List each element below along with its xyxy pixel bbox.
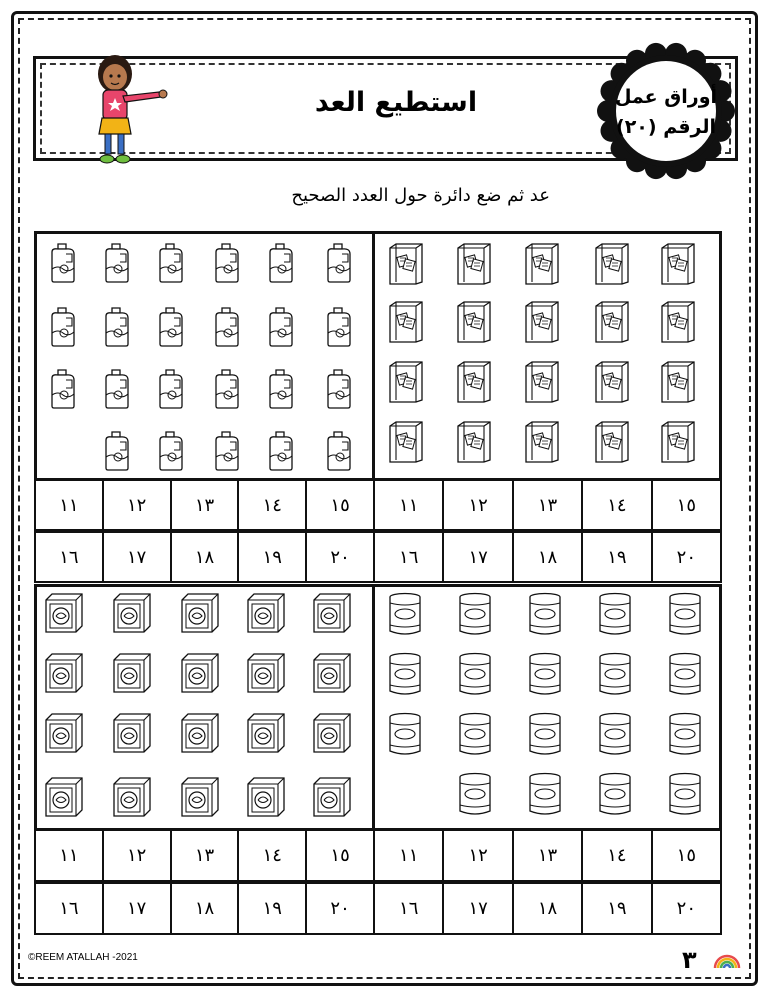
number-row-top-right-1 [373, 479, 722, 531]
soap-box-icon [312, 776, 352, 822]
number-cell[interactable]: ١٣ [514, 479, 583, 531]
number-cell[interactable]: ١٧ [444, 882, 513, 935]
can-icon [456, 772, 494, 820]
copyright-text: ©REEM ATALLAH -2021 [28, 952, 138, 963]
number-cell[interactable]: ١٧ [104, 882, 172, 935]
milk-jug-icon [264, 306, 298, 352]
cereal-box-icon [454, 300, 494, 348]
milk-jug-icon [322, 242, 356, 288]
instruction-text: عد ثم ضع دائرة حول العدد الصحيح [291, 185, 550, 206]
cereal-box-icon [386, 300, 426, 348]
number-cell[interactable]: ١٥ [307, 479, 375, 531]
can-icon [456, 712, 494, 760]
number-cell[interactable]: ١١ [373, 829, 444, 882]
number-cell[interactable]: ١٩ [583, 531, 652, 583]
milk-jug-icon [154, 368, 188, 414]
soap-box-icon [246, 652, 286, 698]
soap-box-icon [180, 776, 220, 822]
badge-line1: أوراق عمل [614, 86, 718, 108]
can-icon [526, 712, 564, 760]
can-icon [386, 652, 424, 700]
badge-line2: الرقم (٢٠) [616, 116, 716, 138]
soap-box-icon [44, 592, 84, 638]
milk-jug-icon [322, 368, 356, 414]
soap-box-icon [180, 592, 220, 638]
number-row-top-left-1 [34, 479, 375, 531]
can-icon [596, 772, 634, 820]
number-cell[interactable]: ١١ [373, 479, 444, 531]
cereal-box-icon [522, 360, 562, 408]
can-icon [596, 592, 634, 640]
number-cell[interactable]: ١٨ [172, 531, 240, 583]
number-cell[interactable]: ٢٠ [307, 882, 375, 935]
cereal-box-icon [386, 360, 426, 408]
soap-box-icon [180, 652, 220, 698]
page-title: استطيع العد [314, 87, 478, 118]
number-cell[interactable]: ١٧ [444, 531, 513, 583]
number-cell[interactable]: ١٩ [239, 882, 307, 935]
soap-box-icon [112, 652, 152, 698]
number-cell[interactable]: ١٤ [239, 479, 307, 531]
soap-box-icon [312, 652, 352, 698]
milk-jug-icon [264, 242, 298, 288]
number-cell[interactable]: ١٨ [172, 882, 240, 935]
number-cell[interactable]: ١٥ [307, 829, 375, 882]
soap-box-icon [44, 776, 84, 822]
can-icon [456, 592, 494, 640]
can-icon [596, 652, 634, 700]
number-cell[interactable]: ١٢ [104, 829, 172, 882]
number-cell[interactable]: ١٦ [34, 531, 104, 583]
number-cell[interactable]: ٢٠ [307, 531, 375, 583]
milk-jug-icon [100, 368, 134, 414]
soap-box-icon [180, 712, 220, 758]
can-icon [526, 772, 564, 820]
number-cell[interactable]: ١٣ [172, 829, 240, 882]
cereal-box-icon [658, 360, 698, 408]
number-row-top-left-2 [34, 531, 375, 583]
soap-box-icon [112, 592, 152, 638]
number-row-bottom-right-2 [373, 882, 722, 935]
badge-text [597, 82, 735, 142]
number-row-bottom-left-2 [34, 882, 375, 935]
cereal-box-icon [454, 242, 494, 290]
cereal-box-icon [522, 420, 562, 468]
can-icon [526, 652, 564, 700]
milk-jug-icon [210, 242, 244, 288]
number-cell[interactable]: ١٥ [653, 479, 722, 531]
milk-jug-icon [210, 368, 244, 414]
milk-jug-icon [154, 430, 188, 476]
soap-box-icon [312, 712, 352, 758]
soap-box-icon [246, 592, 286, 638]
cereal-box-icon [454, 360, 494, 408]
cereal-box-icon [592, 420, 632, 468]
number-cell[interactable]: ١٦ [373, 882, 444, 935]
cereal-box-icon [386, 420, 426, 468]
milk-jug-icon [46, 242, 80, 288]
soap-box-icon [312, 592, 352, 638]
worksheet-badge [597, 42, 735, 180]
milk-jug-icon [100, 306, 134, 352]
number-cell[interactable]: ١٥ [653, 829, 722, 882]
milk-jug-icon [46, 306, 80, 352]
milk-jug-icon [154, 306, 188, 352]
can-icon [386, 592, 424, 640]
number-cell[interactable]: ١٢ [444, 479, 513, 531]
cereal-box-icon [522, 242, 562, 290]
number-cell[interactable]: ١١ [34, 479, 104, 531]
can-icon [666, 772, 704, 820]
can-icon [666, 652, 704, 700]
soap-box-icon [44, 652, 84, 698]
number-cell[interactable]: ١٨ [514, 531, 583, 583]
cereal-box-icon [658, 420, 698, 468]
number-row-bottom-right-1 [373, 829, 722, 882]
number-cell[interactable]: ١٩ [239, 531, 307, 583]
can-icon [596, 712, 634, 760]
girl-pointing-icon [93, 52, 173, 168]
number-cell[interactable]: ١٣ [514, 829, 583, 882]
soap-box-icon [246, 712, 286, 758]
milk-jug-icon [46, 368, 80, 414]
cereal-box-icon [658, 300, 698, 348]
number-cell[interactable]: ١١ [34, 829, 104, 882]
cereal-box-icon [592, 242, 632, 290]
can-icon [666, 592, 704, 640]
number-cell[interactable]: ١٤ [583, 479, 652, 531]
milk-jug-icon [100, 242, 134, 288]
cereal-box-icon [522, 300, 562, 348]
milk-jug-icon [100, 430, 134, 476]
soap-box-icon [246, 776, 286, 822]
number-cell[interactable]: ١٢ [104, 479, 172, 531]
milk-jug-icon [154, 242, 188, 288]
soap-box-icon [44, 712, 84, 758]
number-cell[interactable]: ١٤ [583, 829, 652, 882]
number-cell[interactable]: ١٢ [444, 829, 513, 882]
number-cell[interactable]: ١٦ [373, 531, 444, 583]
milk-jug-icon [322, 430, 356, 476]
cereal-box-icon [592, 300, 632, 348]
rainbow-logo-icon [712, 948, 742, 972]
number-cell[interactable]: ١٩ [583, 882, 652, 935]
soap-box-icon [112, 712, 152, 758]
number-cell[interactable]: ٢٠ [653, 882, 722, 935]
number-row-bottom-left-1 [34, 829, 375, 882]
number-cell[interactable]: ٢٠ [653, 531, 722, 583]
page-number: ٣ [682, 946, 697, 974]
cereal-box-icon [592, 360, 632, 408]
can-icon [386, 712, 424, 760]
can-icon [526, 592, 564, 640]
can-icon [666, 712, 704, 760]
milk-jug-icon [210, 306, 244, 352]
soap-box-icon [112, 776, 152, 822]
can-icon [456, 652, 494, 700]
milk-jug-icon [264, 368, 298, 414]
number-cell[interactable]: ١٤ [239, 829, 307, 882]
milk-jug-icon [210, 430, 244, 476]
cereal-box-icon [658, 242, 698, 290]
milk-jug-icon [264, 430, 298, 476]
number-row-top-right-2 [373, 531, 722, 583]
number-cell[interactable]: ١٣ [172, 479, 240, 531]
cereal-box-icon [386, 242, 426, 290]
number-cell[interactable]: ١٧ [104, 531, 172, 583]
milk-jug-icon [322, 306, 356, 352]
cereal-box-icon [454, 420, 494, 468]
number-cell[interactable]: ١٦ [34, 882, 104, 935]
number-cell[interactable]: ١٨ [514, 882, 583, 935]
